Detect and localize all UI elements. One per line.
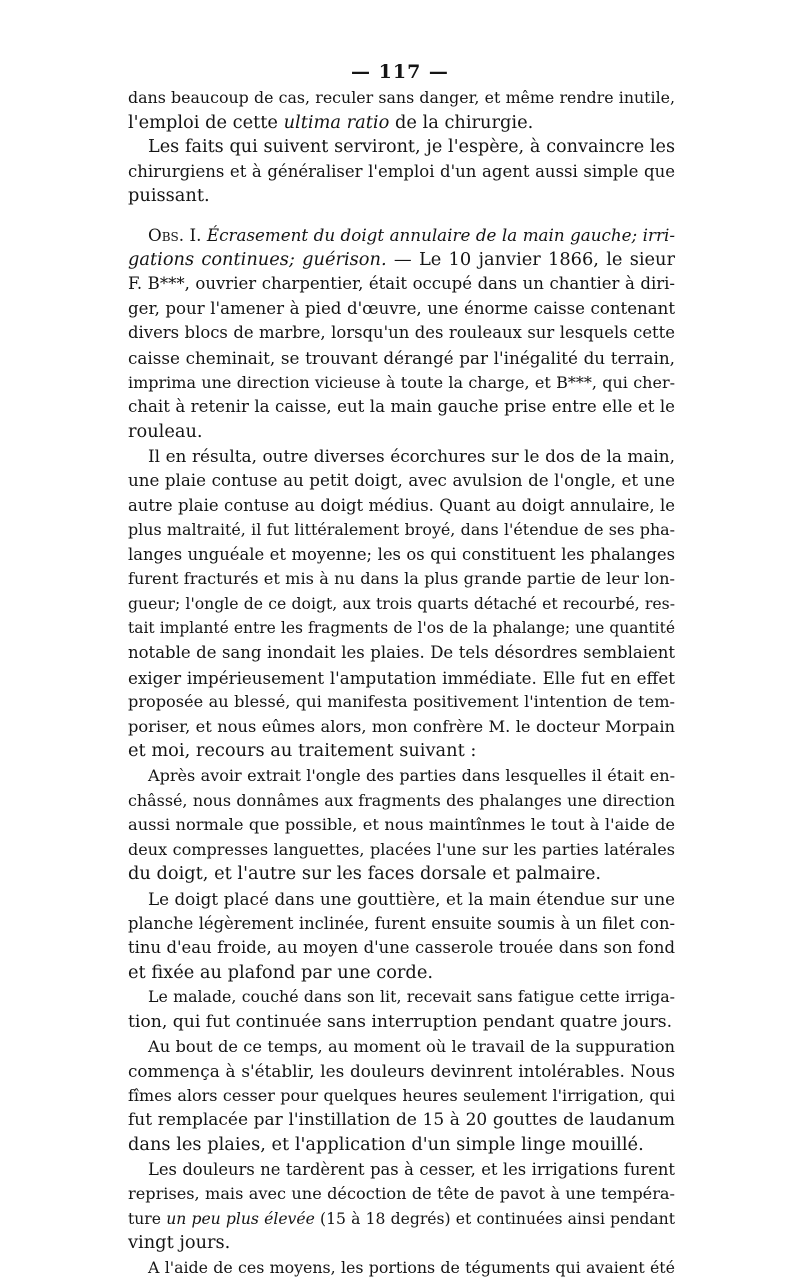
- observation-paragraph: [128, 223, 675, 444]
- text-line: châssé, nous donnâmes aux fragments des phalanges une direction: [128, 790, 675, 810]
- text-line: poriser, et nous eûmes alors, mon confrère M. le docteur Morpain: [128, 716, 675, 736]
- text-line: plus maltraité, il fut littéralement broyé, dans l'étendue de ses pha-: [128, 520, 675, 540]
- paragraph-continuation: [128, 1256, 675, 1281]
- text-line: tinu d'eau froide, au moyen d'une casserole trouée dans son fond: [128, 938, 675, 958]
- paragraph-resumed: [128, 1158, 675, 1256]
- text-line: Après avoir extrait l'ongle des parties dans lesquelles il était en-: [148, 766, 675, 786]
- paragraph-treatment: [128, 764, 675, 887]
- italic-phrase: un peu plus élevée: [166, 1209, 315, 1228]
- paragraph-intro: [128, 135, 675, 209]
- text-line: tion, qui fut continuée sans interruption pendant quatre jours.: [128, 1011, 673, 1032]
- italic-phrase: ultima ratio: [283, 111, 390, 133]
- text-line: furent fracturés et mis à nu dans la plus grande partie de leur lon-: [128, 569, 675, 589]
- text-line: autre plaie contuse au doigt médius. Quant au doigt annulaire, le: [128, 495, 675, 515]
- text-line: chirurgiens et à généraliser l'emploi d'un agent aussi simple que: [128, 161, 675, 181]
- text-line: dans les plaies, et l'application d'un simple linge mouillé.: [128, 1133, 644, 1155]
- body-text: [128, 86, 675, 1281]
- text-line: puissant.: [128, 185, 210, 207]
- text-line: gations continues; guérison. — Le 10 janvier 1866, le sieur: [128, 248, 676, 270]
- text-line: vingt jours.: [128, 1232, 231, 1254]
- text-line: et fixée au plafond par une corde.: [128, 961, 433, 983]
- text-line: Le malade, couché dans son lit, recevait sans fatigue cette irriga-: [148, 987, 675, 1007]
- observation-title-end: gations continues; guérison.: [128, 248, 387, 270]
- text-line: exiger impérieusement l'amputation immédiate. Elle fut en effet: [128, 667, 675, 688]
- text-line: proposée au blessé, qui manifesta positivement l'intention de tem-: [128, 692, 675, 712]
- paragraph-intro-continuation: [128, 86, 675, 135]
- paragraph-suppuration: [128, 1035, 675, 1158]
- text-line: langes unguéale et moyenne; les os qui constituent les phalanges: [128, 544, 675, 564]
- observation-label: Obs. I.: [148, 224, 202, 245]
- text-line: et moi, recours au traitement suivant :: [128, 740, 477, 762]
- paragraph-gutter: [128, 887, 675, 985]
- observation-heading-line: [128, 223, 675, 248]
- observation-title: Écrasement du doigt annulaire de la main gauche; irri-: [201, 224, 675, 245]
- paragraph-irrigation: [128, 985, 675, 1034]
- text-line: Il en résulta, outre diverses écorchures sur le dos de la main,: [148, 446, 675, 467]
- page-number: — 117 —: [351, 61, 449, 83]
- text-line: fîmes alors cesser pour quelques heures seulement l'irrigation, qui: [128, 1085, 675, 1105]
- text-line: caisse cheminait, se trouvant dérangé par l'inégalité du terrain,: [128, 347, 675, 368]
- text-line: imprima une direction vicieuse à toute la charge, et B***, qui cher-: [128, 372, 675, 392]
- text-line: Les douleurs ne tardèrent pas à cesser, et les irrigations furent: [148, 1159, 675, 1179]
- text-line: ger, pour l'amener à pied d'œuvre, une énorme caisse contenant: [128, 298, 675, 318]
- text-line: gueur; l'ongle de ce doigt, aux trois quarts détaché et recourbé, res-: [128, 593, 675, 613]
- paragraph-injuries: [128, 444, 675, 764]
- text-line: ture un peu plus élevée (15 à 18 degrés) et continuées ainsi pendant: [128, 1209, 675, 1228]
- text-line: commença à s'établir, les douleurs devinrent intolérables. Nous: [128, 1061, 675, 1082]
- text-line: Au bout de ce temps, au moment où le travail de la suppuration: [148, 1036, 675, 1056]
- text-line: A l'aide de ces moyens, les portions de téguments qui avaient été: [148, 1257, 675, 1277]
- text-line: tait implanté entre les fragments de l'os de la phalange; une quantité: [128, 619, 675, 638]
- text-line: notable de sang inondait les plaies. De tels désordres semblaient: [128, 643, 675, 663]
- text-line: du doigt, et l'autre sur les faces dorsale et palmaire.: [128, 863, 602, 885]
- text-line: F. B***, ouvrier charpentier, était occupé dans un chantier à diri-: [128, 274, 675, 294]
- text-line: fut remplacée par l'instillation de 15 à 20 gouttes de laudanum: [128, 1110, 675, 1131]
- text-line: Les faits qui suivent serviront, je l'espère, à convaincre les: [148, 137, 675, 158]
- text-line: reprises, mais avec une décoction de tête de pavot à une tempéra-: [128, 1184, 675, 1204]
- text-line: planche légèrement inclinée, furent ensuite soumis à un filet con-: [128, 913, 675, 933]
- text-line: chait à retenir la caisse, eut la main gauche prise entre elle et le: [128, 397, 675, 417]
- text-line: divers blocs de marbre, lorsqu'un des rouleaux sur lesquels cette: [128, 323, 675, 343]
- text-line: une plaie contuse au petit doigt, avec avulsion de l'ongle, et une: [128, 470, 675, 490]
- text-line: l'emploi de cette ultima ratio de la chirurgie.: [128, 111, 534, 133]
- text-line: dans beaucoup de cas, reculer sans danger, et même rendre inutile,: [128, 88, 675, 107]
- text-line: deux compresses languettes, placées l'une sur les parties latérales: [128, 839, 675, 859]
- text-line: rouleau.: [128, 420, 203, 442]
- text-line: aussi normale que possible, et nous maintînmes le tout à l'aide de: [128, 815, 675, 835]
- text-line: Le doigt placé dans une gouttière, et la main étendue sur une: [148, 889, 675, 909]
